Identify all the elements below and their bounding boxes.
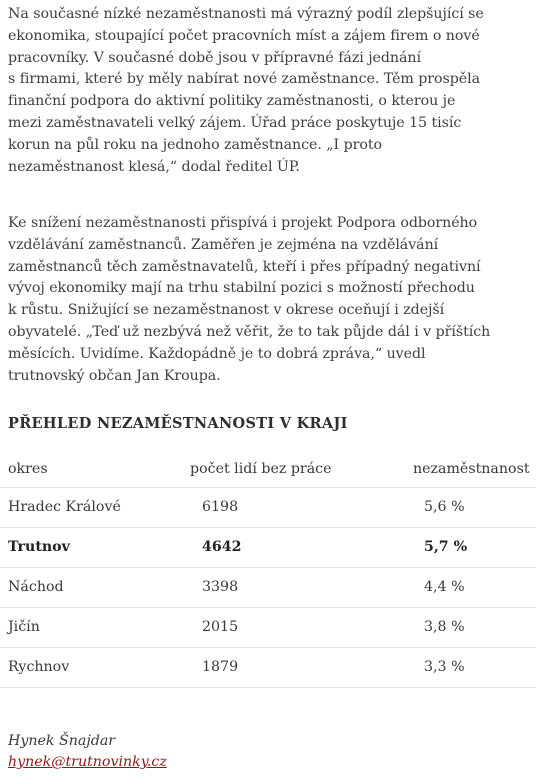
district-cell: Rychnov — [8, 659, 70, 675]
table-row — [0, 568, 536, 608]
table-heading: PŘEHLED NEZAMĚSTNANOSTI V KRAJI — [8, 415, 348, 432]
rate-cell: 5,7 % — [424, 539, 468, 555]
count-cell: 3398 — [202, 579, 239, 595]
table-row — [0, 608, 536, 648]
table-header-row — [0, 451, 536, 488]
column-header-okres: okres — [8, 461, 48, 477]
table-row — [0, 488, 536, 528]
district-cell: Hradec Králové — [8, 499, 121, 515]
rate-cell: 5,6 % — [424, 499, 465, 515]
article-paragraph-1: Na současné nízké nezaměstnanosti má výrazný podíl zlepšující se ekonomika, stoupající počet pracovních míst a zájem firem o nové pracovníky. V současné době jsou v přípravné fázi jednání s firmami, které by měly nabírat nové zaměstnance. Těm prospěla finanční podpora do aktivní politiky zaměstnanosti, o kterou je mezi zaměstnavateli velký zájem. Úřad práce poskytuje 15 tisíc korun na půl roku na jednoho zaměstnance. „I proto nezaměstnanost klesá,“ dodal ředitel ÚP. — [8, 6, 484, 175]
unemployment-table — [0, 451, 536, 688]
district-cell: Náchod — [8, 579, 64, 595]
rate-cell: 3,3 % — [424, 659, 465, 675]
column-header-unemployed-count: počet lidí bez práce — [190, 461, 332, 477]
district-cell: Trutnov — [8, 539, 70, 555]
table-row — [0, 648, 536, 688]
column-header-rate: nezaměstnanost — [413, 461, 530, 477]
count-cell: 4642 — [202, 539, 242, 555]
article-paragraph-2: Ke snížení nezaměstnanosti přispívá i projekt Podpora odborného vzdělávání zaměstnanců. Zaměřen je zejména na vzdělávání zaměstnanců těch zaměstnavatelů, kteří i přes případný negativní vývoj ekonomiky mají na trhu stabilní pozici s možností přechodu k růstu. Snižující se nezaměstnanost v okrese oceňují i zdejší obyvatelé. „Teď už nezbývá než věřit, že to tak půjde dál i v příštích měsících. Uvidíme. Každopádně je to dobrá zpráva,“ uvedl trutnovský občan Jan Kroupa. — [8, 215, 491, 384]
count-cell: 1879 — [202, 659, 239, 675]
author-name: Hynek Šnajdar — [8, 733, 116, 749]
count-cell: 2015 — [202, 619, 239, 635]
count-cell: 6198 — [202, 499, 239, 515]
rate-cell: 3,8 % — [424, 619, 465, 635]
table-row — [0, 528, 536, 568]
author-email-link[interactable]: hynek@trutnovinky.cz — [8, 754, 167, 770]
district-cell: Jičín — [8, 619, 40, 635]
rate-cell: 4,4 % — [424, 579, 465, 595]
